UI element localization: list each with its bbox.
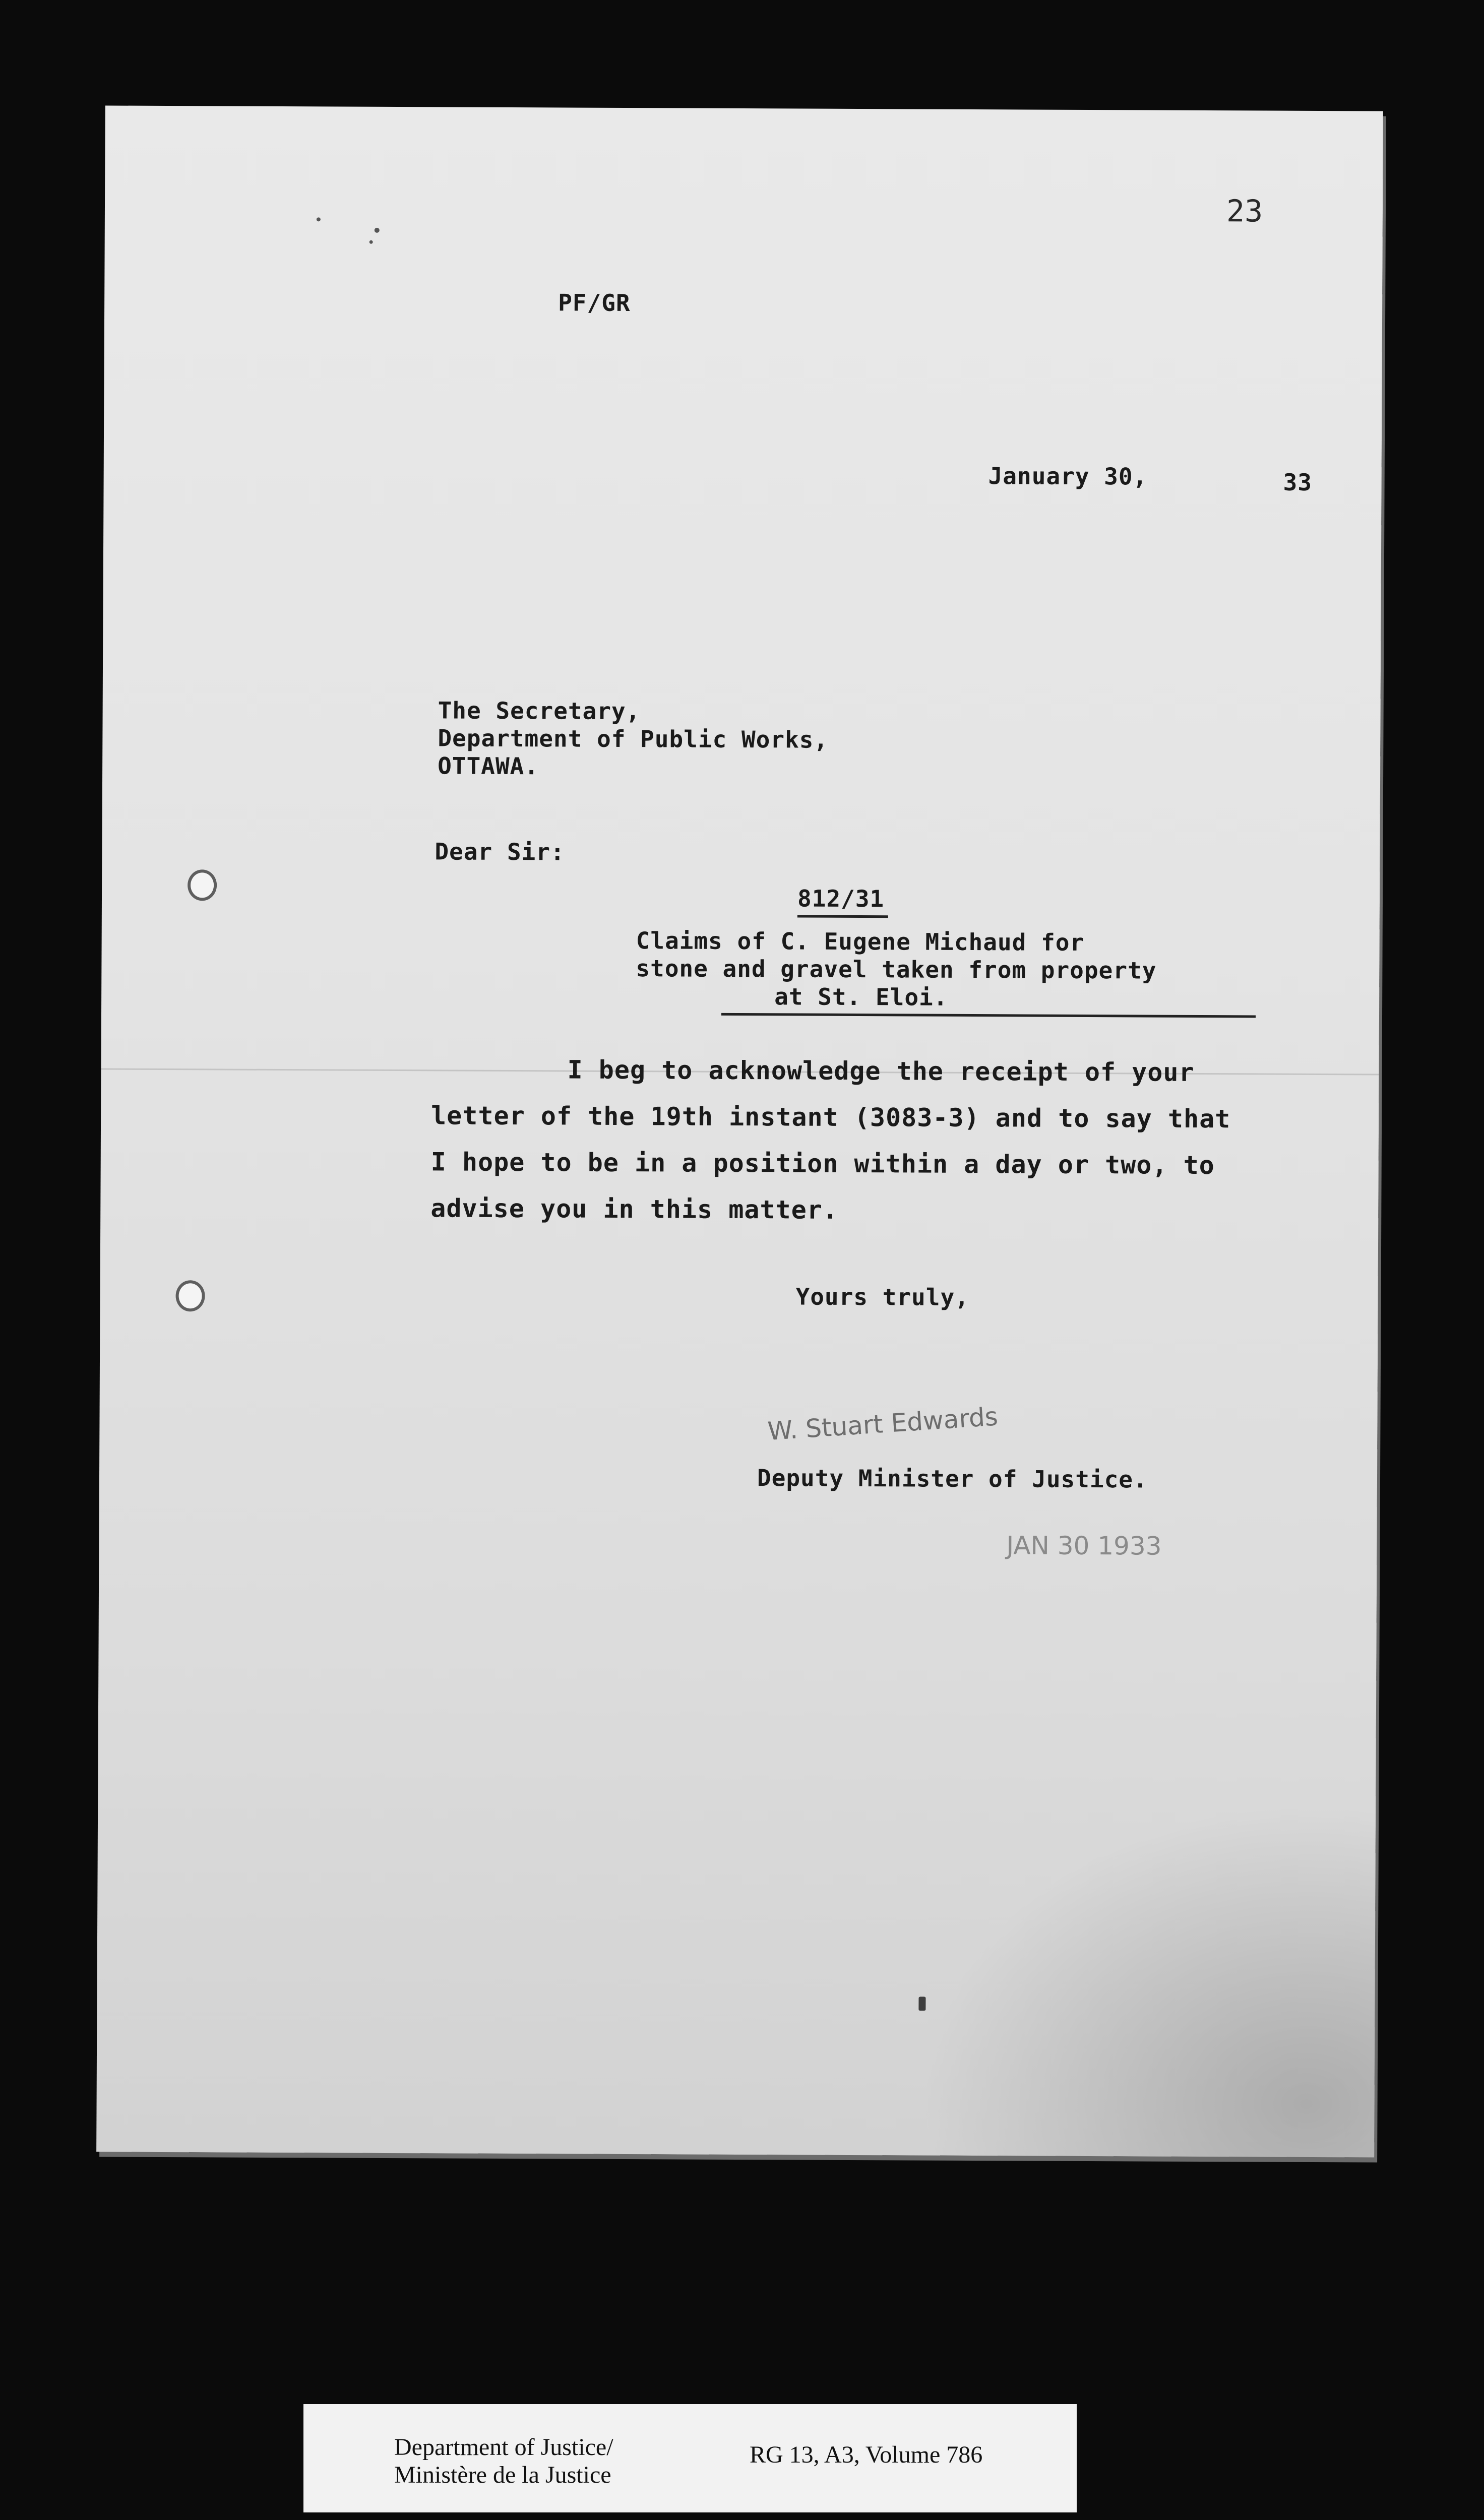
- signer-title: Deputy Minister of Justice.: [757, 1464, 1148, 1493]
- letter-date: January 30,: [988, 462, 1148, 490]
- body-line-2: letter of the 19th instant (3083-3) and to say that: [431, 1101, 1231, 1134]
- subject-line-3: at St. Eloi.: [774, 983, 948, 1011]
- subject-line-2: stone and gravel taken from property: [636, 955, 1157, 984]
- archive-reference-label: [303, 2404, 1077, 2512]
- department-english: Department of Justice/: [394, 2434, 613, 2461]
- recipient-line-1: The Secretary,: [438, 697, 641, 725]
- body-line-3: I hope to be in a position within a day or two, to: [430, 1147, 1215, 1180]
- body-line-4: advise you in this matter.: [430, 1193, 839, 1225]
- file-number-underline: [797, 915, 888, 918]
- signature-stamp: W. Stuart Edwards: [767, 1402, 999, 1446]
- punch-hole: [188, 869, 217, 901]
- body-line-1: I beg to acknowledge the receipt of your: [567, 1055, 1195, 1087]
- file-reference: PF/GR: [558, 289, 631, 317]
- sheet-curl-shadow: [920, 1803, 1376, 2158]
- letter-year: 33: [1283, 468, 1313, 496]
- recipient-line-2: Department of Public Works,: [438, 724, 829, 753]
- date-stamp: JAN 30 1933: [1006, 1531, 1162, 1561]
- punch-hole: [175, 1280, 205, 1311]
- speck: [375, 228, 380, 233]
- salutation: Dear Sir:: [435, 838, 565, 866]
- closing: Yours truly,: [795, 1283, 970, 1311]
- file-number: 812/31: [797, 885, 885, 913]
- department-french: Ministère de la Justice: [394, 2462, 611, 2488]
- speck: [317, 217, 321, 221]
- letter-sheet: [96, 105, 1383, 2157]
- speck: [918, 1997, 925, 2011]
- recipient-line-3: OTTAWA.: [438, 752, 539, 780]
- subject-line-1: Claims of C. Eugene Michaud for: [636, 927, 1085, 956]
- subject-underline: [721, 1013, 1256, 1018]
- page-number: 23: [1226, 194, 1263, 229]
- speck: [369, 240, 373, 244]
- archive-reference: RG 13, A3, Volume 786: [750, 2441, 983, 2468]
